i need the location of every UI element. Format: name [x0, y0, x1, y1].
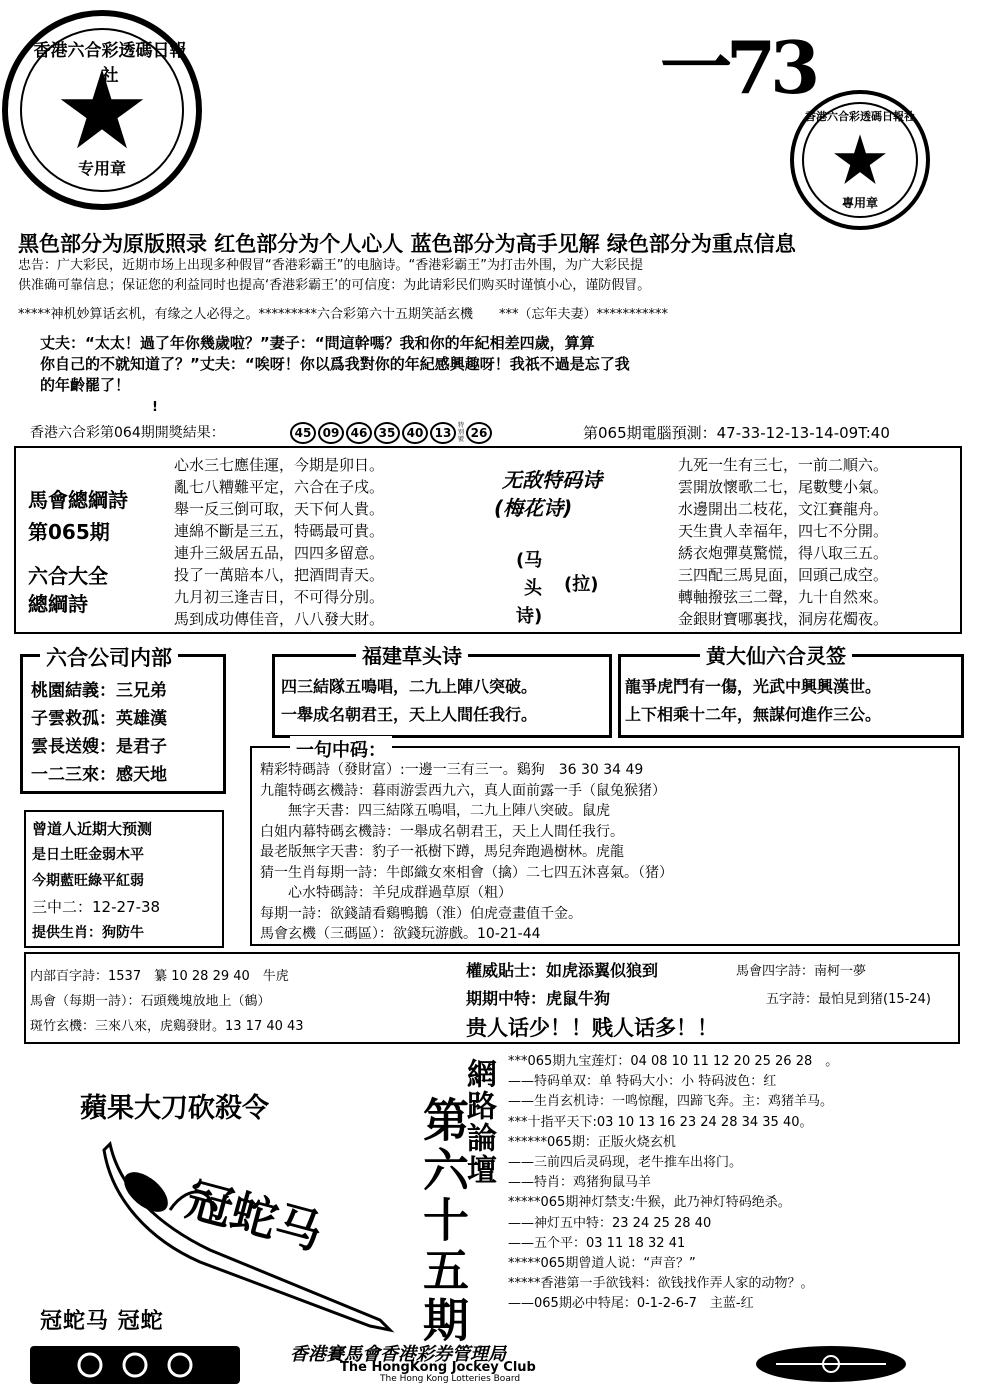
authority-1-right: 馬會四字詩：南柯一夢: [736, 964, 867, 979]
forum-line: ——生肖玄机诗：一鸣惊醒，四蹄飞奔。主：鸡猪羊马。: [508, 1094, 834, 1110]
poem-line: 九死一生有三七，一前二順六。: [678, 456, 889, 474]
joke-line: 你自己的不就知道了？”丈夫：“唉呀！你以爲我對你的年紀感興趣呀！我祇不過是忘了我: [40, 355, 630, 373]
apple-sub: 冠蛇马 冠蛇: [40, 1309, 164, 1334]
poem-line: 三四配三馬見面，回頭己成空。: [678, 566, 889, 584]
poem-line: 馬到成功傳佳音，八八發大財。: [174, 610, 385, 628]
forum-issue: 第六十五期: [416, 1096, 470, 1346]
left-seal-text: 香港六合彩透碼日報社: [33, 41, 187, 86]
computer-prediction: 第065期電腦預測：47-33-12-13-14-09T:40: [583, 424, 890, 442]
notice: [18, 256, 650, 296]
notice-line: 供准确可靠信息；保证您的利益同时也提高‘香港彩霸王’的可信度：为此请彩民们购买时谨慎小心，谨防假冒。: [18, 278, 651, 293]
poem-title-3: 六合大全: [28, 564, 108, 588]
yiju-line: 心水特碼詩：羊兒成群過草原（粗）: [260, 885, 512, 901]
poem-title-1: 馬會總綱詩: [28, 488, 128, 512]
fujian-title: 福建草头诗: [356, 640, 468, 669]
zengdao-title: 曾道人近期大预测: [32, 820, 153, 838]
forum-title: 網路論壇: [461, 1058, 496, 1186]
result-ball: 13: [430, 422, 456, 444]
left-seal: [2, 10, 202, 210]
poem-line: 連升三級居五品，四四多留意。: [174, 544, 385, 562]
forum-line: ——五个平：03 11 18 32 41: [508, 1235, 686, 1251]
poem-title-4: 總綱詩: [28, 592, 88, 616]
special-mark: 特別號: [458, 422, 465, 443]
poem-line: 天生貴人幸福年，四七不分開。: [678, 522, 889, 540]
special-ball: 26: [466, 422, 492, 444]
right-seal-sub: 專用章: [841, 196, 878, 210]
yiju-box: [250, 746, 960, 946]
inner-box: [24, 952, 960, 1044]
inner-line: 内部百字詩：1537 纂 10 28 29 40 牛虎: [30, 969, 289, 984]
center-note-4: 诗): [516, 606, 543, 627]
joke-line: 的年齡罷了！: [40, 376, 131, 394]
issue-mark: 一73: [660, 25, 815, 110]
center-title-1: 无敌特码诗: [502, 468, 602, 492]
center-note-2: 头: [524, 578, 542, 599]
yiju-line: 每期一詩：欲錢請看鷄鴨鵝（淮）伯虎壹畫值千金。: [260, 905, 582, 922]
poem-title-2: 第065期: [28, 520, 110, 544]
poem-right: [678, 454, 888, 630]
company-line: 一二三來：感天地: [31, 765, 167, 785]
yiju-line: 猜一生肖每期一詩：牛郎織女來相會（擒）二七四五沐喜氣。（猪）: [260, 864, 673, 881]
right-seal: [790, 90, 930, 230]
poem-line: 綉衣炮彈莫驚慌，得八取三五。: [678, 544, 889, 562]
forum-line: *****065期神灯禁支:牛猴，此乃神灯特码绝杀。: [508, 1195, 791, 1211]
huangdaxian-title: 黄大仙六合灵签: [700, 640, 852, 669]
result-ball: 46: [346, 422, 372, 444]
fujian-line: 一舉成名朝君王，天上人間任我行。: [281, 705, 538, 724]
sword-text: 冠蛇马: [180, 1171, 328, 1260]
center-note-1: (马: [516, 550, 543, 571]
notice-line: 忠告：广大彩民，近期市场上出现多种假冒“香港彩霸王”的电脑诗。“香港彩霸王”为打击外围，为广大彩民提: [18, 258, 643, 273]
poem-line: 九月初三逢吉日，不可得分別。: [174, 588, 385, 606]
apple-title: 蘋果大刀砍殺令: [80, 1093, 269, 1124]
huangdaxian-line: 龍爭虎鬥有一傷，光武中興興漢世。: [625, 677, 882, 696]
forum-line: *****065期曾道人说：“声音？”: [508, 1256, 696, 1272]
poem-line: 金銀財寶哪裏找，洞房花燭夜。: [678, 610, 889, 628]
page-mark: !: [152, 400, 158, 415]
poem-line: 投了一萬賠本八，把酒問青天。: [174, 566, 385, 584]
zengdao-box: [24, 810, 224, 948]
forum-line: ******065期：正版火烧玄机: [508, 1134, 676, 1150]
authority-1: 權威貼士：如虎添翼似狼到: [466, 961, 659, 980]
authority-2: 期期中特：虎鼠牛狗: [466, 989, 611, 1008]
slogan: 贵人话少！！贱人话多！！: [466, 1016, 718, 1040]
company-line: 桃園結義：三兄弟: [31, 681, 167, 701]
poem-line: 舉一反三倒可取，天下何人貴。: [174, 500, 385, 518]
results-label: 香港六合彩第064期開獎結果：: [30, 425, 225, 441]
result-ball: 35: [374, 422, 400, 444]
color-legend: 黑色部分为原版照录 红色部分为个人心人 蓝色部分为高手见解 绿色部分为重点信息: [18, 232, 796, 256]
poem-mid: [174, 454, 384, 630]
inner-line: 斑竹玄機：三來八來，虎鷄發財。13 17 40 43: [30, 1019, 304, 1034]
poem-line: 心水三七應佳運，今期是卯日。: [174, 456, 385, 474]
yiju-title: 一句中码：: [290, 736, 392, 762]
poem-line: 雲開放懷歌二七，尾數雙小氣。: [678, 478, 889, 496]
forum-line: ——特肖：鸡猪狗鼠马羊: [508, 1175, 652, 1191]
fujian-line: 四三結隊五鳴唱，二九上陣八突破。: [281, 677, 538, 696]
footer-en2: The Hong Kong Lotteries Board: [380, 1374, 521, 1384]
yiju-line: 無字天書：四三結隊五鳴唱，二九上陣八突破。鼠虎: [260, 803, 610, 819]
result-ball: 09: [318, 422, 344, 444]
poem-line: 轉軸撥弦三二聲，九十自然來。: [678, 588, 889, 606]
poem-line: 水邊開出二枝花，文江賽龍舟。: [678, 500, 889, 518]
zengdao-line: 是日土旺金弱木平: [32, 847, 144, 863]
forum-line: ——神灯五中特：23 24 25 28 40: [508, 1215, 712, 1231]
company-title: 六合公司内部: [40, 642, 178, 672]
lottery-logo-icon: [756, 1346, 906, 1382]
yiju-line: 馬會玄機（三碼區）：欲錢玩游戲。10-21-44: [260, 926, 541, 942]
inner-line: 馬會（每期一詩）：石頭幾塊放地上（鶴）: [30, 994, 271, 1009]
footer-left-logo: [30, 1346, 240, 1384]
forum-lines: [508, 1052, 838, 1315]
result-ball: 45: [290, 422, 316, 444]
poem-line: 亂七八糟難平定，六合在子戌。: [174, 478, 385, 496]
zengdao-line: 三中二：12-27-38: [32, 898, 161, 916]
forum-line: ***065期九宝莲灯：04 08 10 11 12 20 25 26 28 。: [508, 1054, 839, 1069]
huangdaxian-line: 上下相乘十二年，無謀何進作三公。: [625, 705, 882, 724]
company-line: 雲長送嫂：是君子: [31, 737, 167, 757]
forum-line: ***十指平天下:03 10 13 16 23 24 28 34 35 40。: [508, 1114, 813, 1130]
yiju-line: 九龍特碼玄機詩：暮雨游雲西九六，真人面前露一手（鼠兔猴猪）: [260, 782, 666, 799]
poem-line: 連綿不斷是三五，特碼最可貴。: [174, 522, 385, 540]
center-note-3: (拉): [564, 574, 599, 595]
yiju-line: 白姐内幕特碼玄機詩：一舉成名朝君王，天上人間任我行。: [260, 823, 624, 840]
yiju-line: 精彩特碼詩（發財富）:一邊一三有三一。鷄狗 36 30 34 49: [260, 762, 644, 778]
yiju-line: 最老版無字天書：豹子一祇樹下蹲，馬兒奔跑過樹林。虎龍: [260, 844, 624, 860]
zengdao-line: 提供生肖：狗防牛: [32, 925, 144, 941]
poem-box: [14, 446, 962, 634]
star-icon: [833, 134, 887, 186]
joke-header: *****神机妙算话玄机，有缘之人必得之。*********六合彩第六十五期笑話玄機 ***（忘年夫妻）***********: [18, 307, 669, 322]
forum-line: *****香港第一手欲钱料：欲钱找作弄人家的动物？。: [508, 1276, 814, 1292]
result-ball: 40: [402, 422, 428, 444]
company-line: 子雲救孤：英雄漢: [31, 709, 167, 729]
footer-cn: 香港賽馬會香港彩券管理局: [290, 1344, 506, 1365]
joke-line: 丈夫：“太太！過了年你幾歲啦？”妻子：“問這幹嗎？我和你的年紀相差四歲，算算: [40, 334, 595, 352]
center-title-2: (梅花诗): [494, 496, 573, 520]
footer-en1: The HongKong Jockey Club: [340, 1360, 536, 1375]
left-seal-sub: 专用章: [77, 159, 126, 178]
footer-right-logo: [756, 1346, 906, 1382]
hkjc-logo-icon: [30, 1346, 240, 1384]
company-lines: [31, 677, 167, 789]
forum-line: ——特码单双：单 特码大小：小 特码波色：红: [508, 1074, 777, 1090]
zengdao-line: 今期藍旺綠平紅弱: [32, 873, 144, 889]
forum-line: ——三前四后灵码现，老牛推车出将门。: [508, 1155, 743, 1171]
company-box: [20, 654, 226, 794]
results-balls: [290, 422, 494, 444]
right-seal-text: 香港六合彩透碼日報社: [805, 110, 915, 123]
joke-text: [40, 333, 630, 396]
forum-line: ——065期必中特尾：0-1-2-6-7 主蓝-红: [508, 1296, 754, 1312]
authority-2-right: 五字詩：最怕見到猪(15-24): [766, 992, 931, 1007]
